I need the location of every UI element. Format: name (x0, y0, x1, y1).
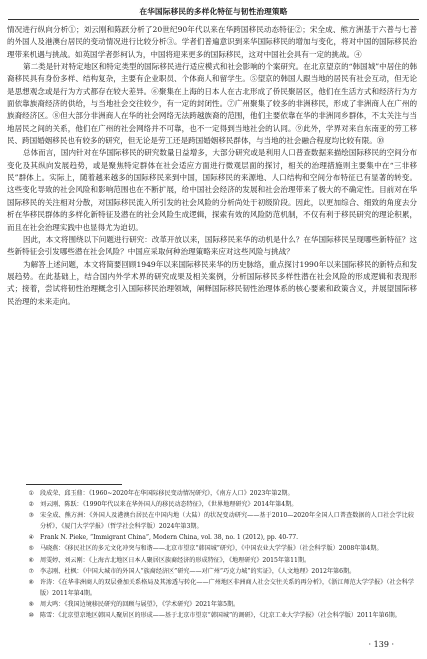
main-body (7, 24, 417, 308)
footnote (8, 555, 414, 566)
header-divider (8, 19, 419, 20)
paragraph: 因此，本文将围绕以下问题进行研究：改革开放以来，国际移民来华的动机是什么？在华国际移民呈现哪些新特征？这些新特征会引发哪些潜在社会风险？中国应采取何种治理策略来应对这些风险与挑战？ (7, 234, 417, 257)
footnote (8, 577, 414, 599)
footnote-divider (26, 484, 122, 485)
footnote-text: 陈雪：《北京望京地区韩国人聚居区的形成——基于北京市望京“韩国城”的调研》，《北京工业大学学报》（社会科学版）2011年第6期。 (40, 612, 401, 620)
footnote (8, 510, 414, 532)
footnote-number: ⑨ (28, 600, 34, 608)
footnote-text: 刘云刚、陈跃：《1990年代以来在华外国人的移民动态特征》，《世界地理研究》2014年第4期。 (40, 501, 298, 509)
footnote (8, 566, 414, 577)
footnote-text: 宋全成、熊方洲：《外国人及港澳台居民在中国内地（大陆）的状况变动研究——基于2010—2020年全国人口普查数据的人口社会学比较分析》，《厦门大学学报》（哲学社会科学版）2024年第3期。 (40, 512, 414, 531)
footnote (8, 610, 414, 621)
paragraph: 情况进行纵向分析①；刘云刚和陈跃分析了20世纪90年代以来在华跨国移民动态特征②；宋全成、熊方洲基于六普与七普的外国人及港澳台居民的变动情况进行比较分析③。学者们普遍意识到来华国际移民的增加与变化，将对中国的国际移民治理带来机遇与挑战。如英国学者彭柯认为，中国将迎来更多的国际移民，这对中国社会具有一定的挑战。④ (7, 25, 417, 59)
footnote (8, 543, 414, 554)
footnote-number: ④ (28, 534, 34, 542)
paragraph: 总体而言，国内针对在华国际移民的研究数量日益增多，大部分研究或是利用人口普查数据来描绘国际移民的空间分布变化及其纵向发展趋势，或是聚焦特定群体在社会适应方面进行微观层面的探讨，相关的治理措施则主要集中在“三非移民”群体上。实际上，随着越来越多的国际移民来到中国，国际移民的来源地、人口结构和空间分布特征已有显著的转变。这些变化导致的社会风险和影响范围也在不断扩展，给中国社会经济的发展和社会治理带来了极大的不确定性。目前对在华国际移民的关注相对分散，对国际移民流入所引发的社会风险的分析尚处于初级阶段。因此，以更加综合、细致的角度去分析在华移民群体的多样化新特征及潜在的社会风险生成逻辑，探索有效的风险防范机制，不仅有利于移民研究的理论积累，而且在社会治理实践中也显得尤为迫切。 (7, 148, 417, 232)
footnote (8, 599, 414, 610)
footnotes (8, 488, 414, 621)
page-number: · 139 · (368, 640, 394, 649)
footnote-text: Frank N. Pieke, “Immigrant China”, Modern China, vol. 38, no. 1 (2012), pp. 40-77. (40, 534, 299, 542)
running-header: 在华国际移民的多样化特征与韧性治理策略 (139, 7, 288, 16)
footnote-number: ⑤ (28, 545, 34, 553)
footnote-number: ⑩ (28, 612, 34, 620)
footnote (8, 532, 414, 543)
paragraph: 第二类是针对特定地区和特定类型的国际移民进行适应模式和社会影响的个案研究。在北京望京的“韩国城”中居住的韩裔移民具有身份多样、结构复杂，主要有企业职员、个体商人和留学生。⑤望京的韩国人跟当地的居民有社会互动，但无论是思想观念或是行为方式都存在较大差异。⑥聚集在上海的日本人在古北形成了侨民聚居区，他们在生活方式和经济行为方面依靠族裔经济的供给，与当地社会交往较少，有一定的封闭性。⑦广州聚集了较多的非洲移民，形成了非洲商人在广州的族裔经济区。⑧但大部分非洲商人在华的社会网络无法跨越族裔的范围，他们主要依靠在华的非洲同乡群体，不太关注与当地居民之间的关系，他们在广州的社会网络并不可靠，也不一定得到当地社会的认同。⑨此外，学界对来自东南亚的劳工移民、跨国婚姻移民也有较多的研究，但无论是劳工还是跨国婚姻移民群体，与当地的社会融合程度均比较有限。⑩ (7, 62, 417, 146)
footnote-number: ② (28, 501, 34, 509)
footnote (8, 488, 414, 499)
footnote-number: ① (28, 490, 34, 497)
footnote-text: 周雯婷、刘云刚：《上海古北地区日本人聚居区族裔经济的形成特征》，《地理研究》2015年第11期。 (40, 556, 311, 564)
footnote-text: 马晓燕：《移民社区的多元文化冲突与和谐——北京市望京“韩国城”研究》，《中国农业大学学报》（社会科学版）2008年第4期。 (40, 545, 383, 553)
footnote-text: 周大鸣：《我国边境移民研究的回顾与展望》，《学术研究》2021年第5期。 (40, 600, 240, 608)
footnote-text: 李志刚、杜枫：《中国大城市的外国人“族裔经济区”研究——对广州“巧克力城”的实证》，《人文地理》2012年第6期。 (40, 567, 356, 575)
paragraph: 为解答上述问题，本文将简要回顾1949年以来国际移民来华的历史脉络，重点探讨1990年以来国际移民的新特点和发展趋势。在此基础上，结合国内外学术界的研究成果及相关案例，分析国际移民多样性潜在社会风险的形成逻辑和表现形式；接着，尝试将韧性治理概念引入国际移民治理领域，阐释国际移民韧性治理体系的核心要素和政策含义，并展望国际移民治理的未来走向。 (7, 259, 417, 306)
footnote-text: 段成荣、邱玉鼎：《1960~2020年在华国际移民变动情况研究》，《南方人口》2023年第2期。 (40, 490, 294, 497)
footnote-text: 许涛：《在华非洲商人的双层叠加关系格局及其渗透与转化——广州地区非洲商人社会交往关系的再分析》，《浙江师范大学学报》（社会科学版）2011年第4期。 (40, 578, 414, 597)
footnote-number: ③ (28, 512, 34, 520)
footnote-number: ⑥ (28, 556, 34, 564)
footnote-number: ⑧ (28, 578, 34, 586)
footnote-number: ⑦ (28, 567, 34, 575)
footnote (8, 499, 414, 510)
